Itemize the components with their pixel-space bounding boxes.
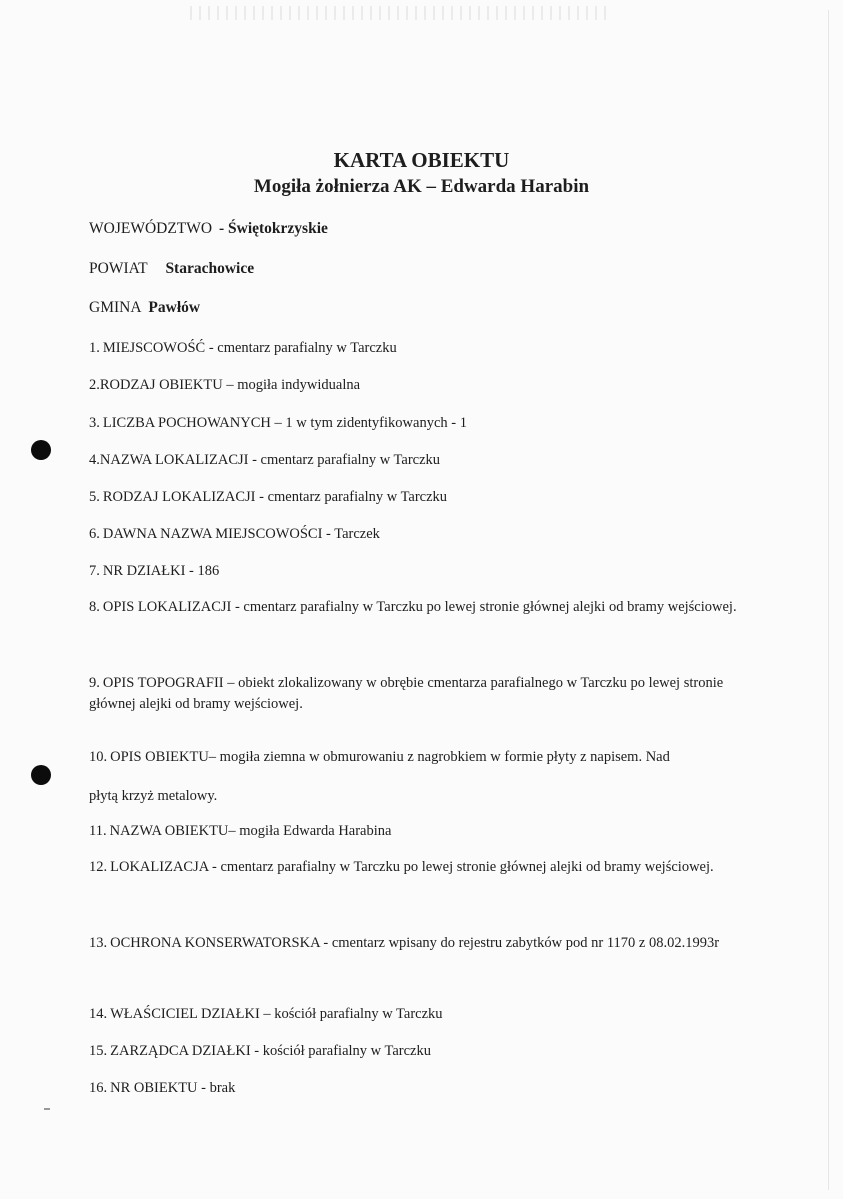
list-item: 16. NR OBIEKTU - brak [89, 1080, 236, 1096]
list-item: 1. MIEJSCOWOŚĆ - cmentarz parafialny w Tarczku [89, 340, 397, 356]
scan-noise [190, 6, 610, 20]
list-item: 7. NR DZIAŁKI - 186 [89, 563, 220, 579]
header-commune: GMINA Pawłów [89, 299, 201, 316]
list-item: 13. OCHRONA KONSERWATORSKA - cmentarz wpisany do rejestru zabytków pod nr 1170 z 08.02.1993r [89, 935, 720, 951]
list-item: 14. WŁAŚCICIEL DZIAŁKI – kościół parafialny w Tarczku [89, 1006, 443, 1022]
document-subtitle: Mogiła żołnierza AK – Edwarda Harabin [253, 176, 590, 197]
list-item: 5. RODZAJ LOKALIZACJI - cmentarz parafialny w Tarczku [89, 489, 448, 505]
punch-hole-icon [31, 440, 51, 460]
list-item: 11. NAZWA OBIEKTU– mogiła Edwarda Harabina [89, 823, 392, 839]
list-item: 12. LOKALIZACJA - cmentarz parafialny w Tarczku po lewej stronie głównej alejki od bramy wejściowej. [89, 859, 714, 875]
document-title: KARTA OBIEKTU [333, 148, 510, 172]
header-voivodeship: WOJEWÓDZTWO - Świętokrzyskie [89, 220, 328, 237]
list-item: 9. OPIS TOPOGRAFII – obiekt zlokalizowany w obrębie cmentarza parafialnego w Tarczku po lewej stronie głównej alejki od bramy wejściowej. [89, 675, 724, 712]
scan-mark [44, 1108, 50, 1110]
header-county: POWIAT Starachowice [89, 260, 255, 277]
list-item: 8. OPIS LOKALIZACJI - cmentarz parafialny w Tarczku po lewej stronie głównej alejki od bramy wejściowej. [89, 599, 737, 615]
punch-hole-icon [31, 765, 51, 785]
list-item: 4.NAZWA LOKALIZACJI - cmentarz parafialny w Tarczku [89, 452, 441, 468]
list-item: 15. ZARZĄDCA DZIAŁKI - kościół parafialny w Tarczku [89, 1043, 431, 1059]
list-item: 6. DAWNA NAZWA MIEJSCOWOŚCI - Tarczek [89, 526, 380, 542]
list-item: 3. LICZBA POCHOWANYCH – 1 w tym zidentyfikowanych - 1 [89, 415, 467, 431]
list-item: 2.RODZAJ OBIEKTU – mogiła indywidualna [89, 377, 361, 393]
list-item: 10. OPIS OBIEKTU– mogiła ziemna w obmurowaniu z nagrobkiem w formie płyty z napisem. Nad [89, 749, 670, 765]
list-item-continuation: płytą krzyż metalowy. [89, 788, 218, 804]
